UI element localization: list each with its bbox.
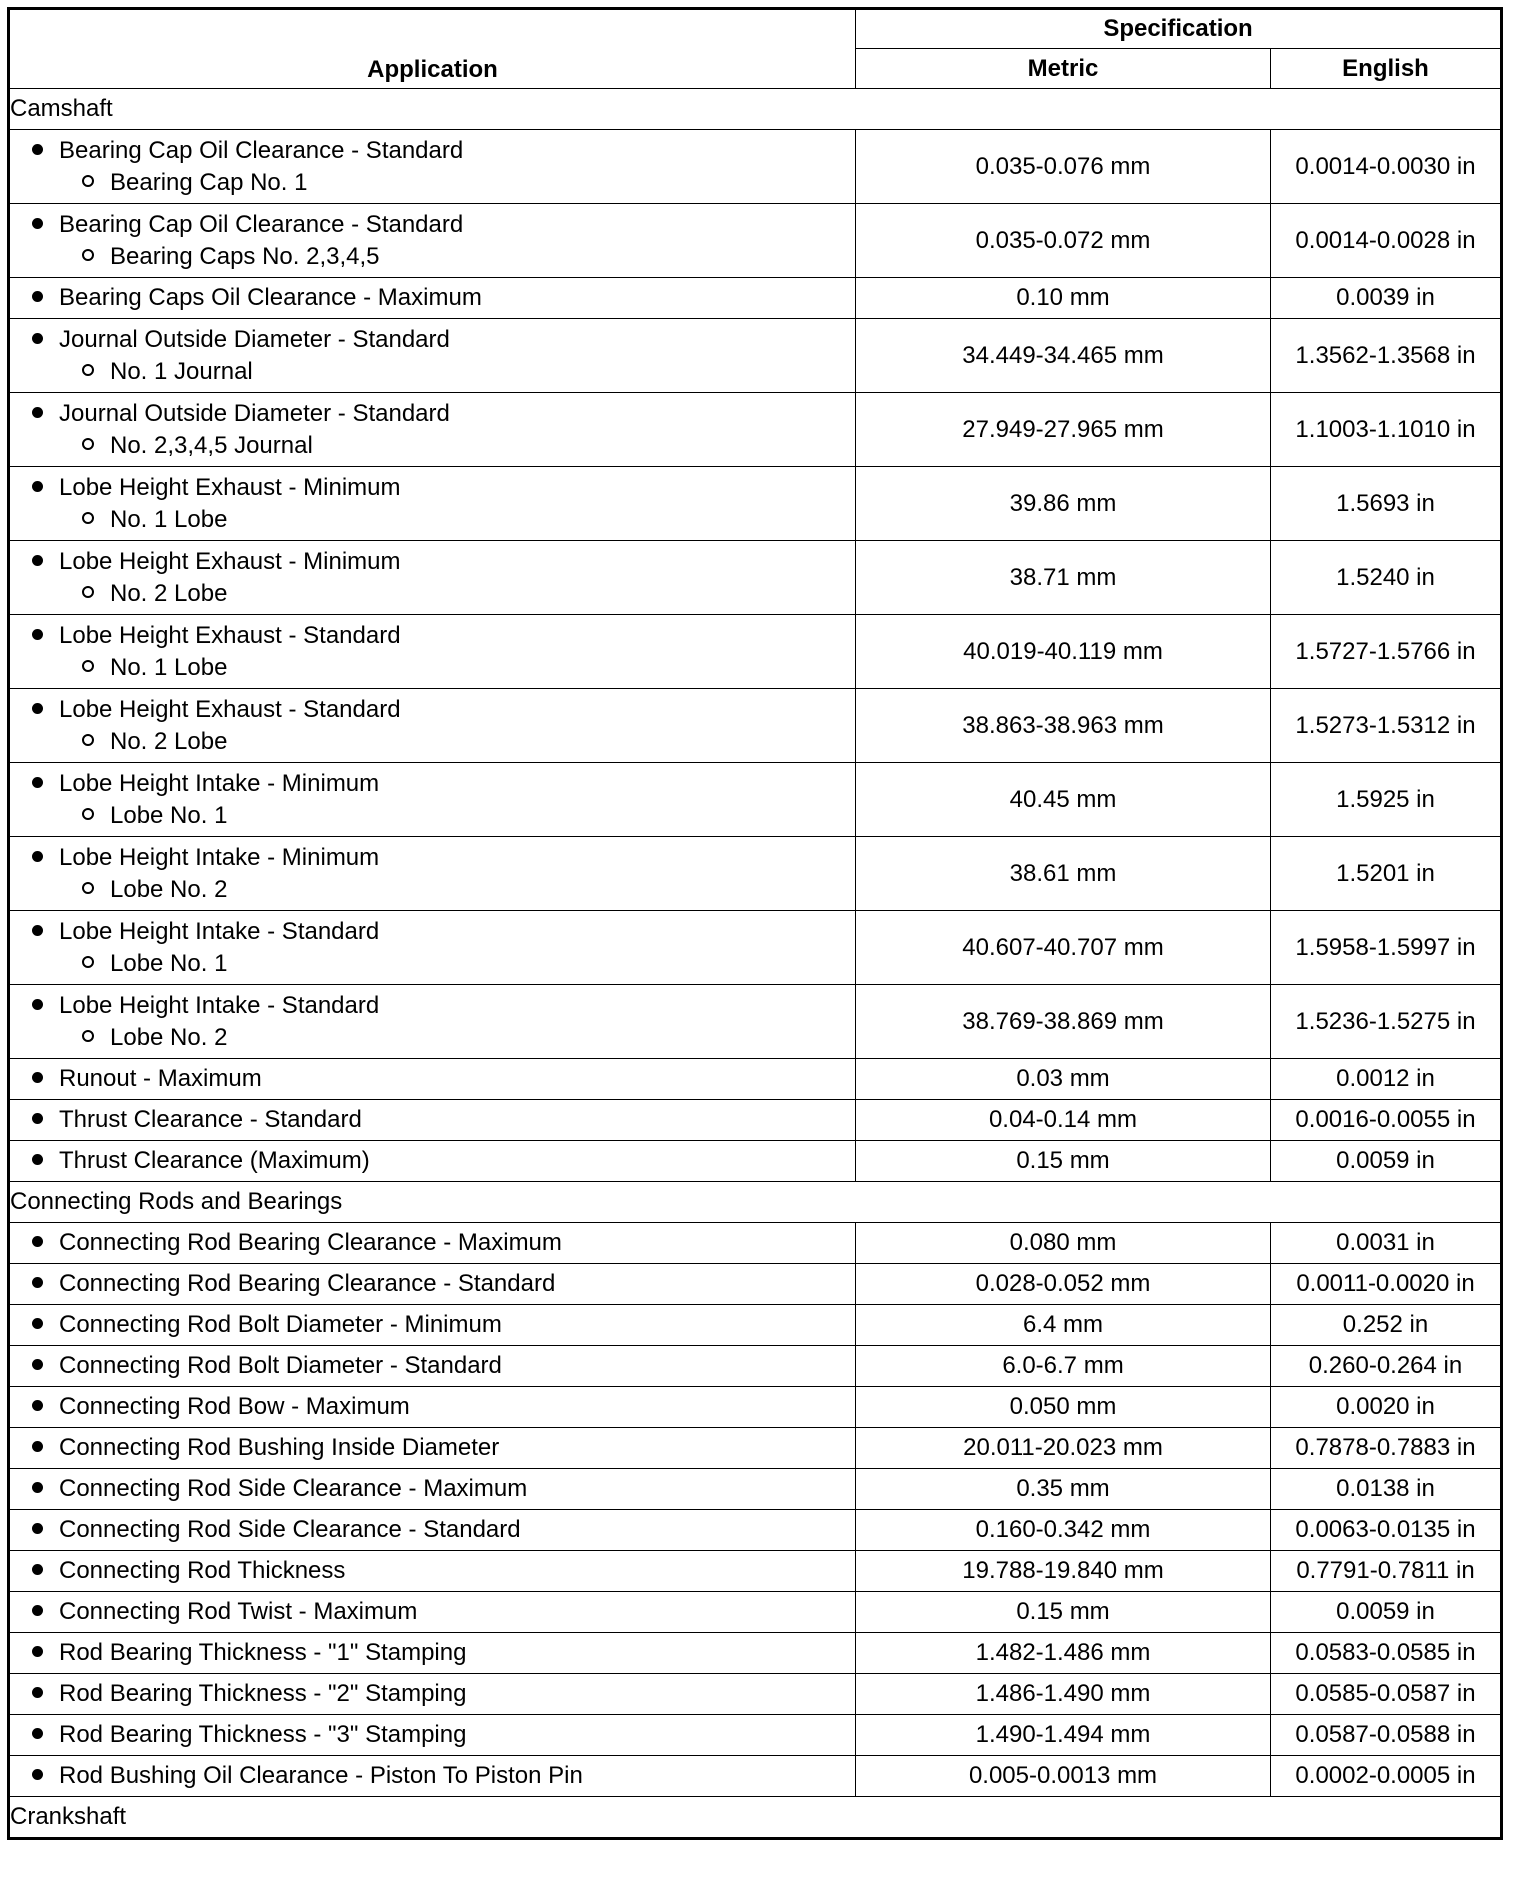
item-label: Connecting Rod Bow - Maximum (59, 1393, 410, 1420)
sub-item-line (32, 578, 855, 610)
table-row (9, 1141, 1502, 1182)
table-row (9, 1059, 1502, 1100)
metric-value: 0.15 mm (856, 1592, 1271, 1633)
item-label: Lobe Height Intake - Standard (59, 917, 380, 945)
english-value: 0.252 in (1271, 1305, 1502, 1346)
item-line (32, 1760, 855, 1792)
metric-value: 40.45 mm (856, 763, 1271, 837)
sub-item-label: No. 2,3,4,5 Journal (110, 431, 313, 459)
application-cell (9, 1633, 856, 1674)
application-cell (9, 319, 856, 393)
application-cell (9, 541, 856, 615)
item-line (32, 842, 855, 874)
circle-bullet-icon (82, 808, 94, 820)
english-value: 0.0020 in (1271, 1387, 1502, 1428)
metric-value: 34.449-34.465 mm (856, 319, 1271, 393)
item-line (32, 1473, 855, 1505)
item-line (32, 209, 855, 241)
metric-value: 20.011-20.023 mm (856, 1428, 1271, 1469)
item-label: Rod Bearing Thickness - "3" Stamping (59, 1721, 467, 1748)
english-value: 0.260-0.264 in (1271, 1346, 1502, 1387)
application-cell (9, 1141, 856, 1182)
item-label: Connecting Rod Twist - Maximum (59, 1598, 418, 1625)
application-cell (9, 1305, 856, 1346)
item-line (32, 398, 855, 430)
table-row (9, 130, 1502, 204)
item-label: Lobe Height Exhaust - Standard (59, 695, 401, 723)
item-line (32, 1678, 855, 1710)
application-cell (9, 1346, 856, 1387)
item-line (32, 1227, 855, 1259)
item-label: Connecting Rod Bearing Clearance - Standard (59, 1270, 556, 1297)
item-line (32, 620, 855, 652)
bullet-icon (32, 1523, 43, 1534)
table-row (9, 1715, 1502, 1756)
sub-item-line (32, 241, 855, 273)
item-label: Lobe Height Intake - Standard (59, 991, 380, 1019)
item-line (32, 1063, 855, 1095)
metric-value: 0.35 mm (856, 1469, 1271, 1510)
metric-value: 0.035-0.076 mm (856, 130, 1271, 204)
english-value: 0.7878-0.7883 in (1271, 1428, 1502, 1469)
english-value: 0.0011-0.0020 in (1271, 1264, 1502, 1305)
section-title: Camshaft (9, 89, 1502, 130)
item-line (32, 282, 855, 314)
sub-item-line (32, 652, 855, 684)
item-line (32, 1145, 855, 1177)
item-label: Runout - Maximum (59, 1065, 262, 1092)
english-value: 1.5201 in (1271, 837, 1502, 911)
english-value: 1.3562-1.3568 in (1271, 319, 1502, 393)
circle-bullet-icon (82, 438, 94, 450)
header-english: English (1271, 49, 1502, 89)
circle-bullet-icon (82, 882, 94, 894)
application-cell (9, 1592, 856, 1633)
table-row (9, 985, 1502, 1059)
metric-value: 0.050 mm (856, 1387, 1271, 1428)
item-label: Thrust Clearance - Standard (59, 1106, 362, 1133)
sub-item-line (32, 1022, 855, 1054)
table-row (9, 837, 1502, 911)
metric-value: 0.160-0.342 mm (856, 1510, 1271, 1551)
table-row (9, 911, 1502, 985)
item-line (32, 1637, 855, 1669)
application-cell (9, 615, 856, 689)
english-value: 0.0014-0.0028 in (1271, 204, 1502, 278)
item-line (32, 546, 855, 578)
sub-item-line (32, 356, 855, 388)
metric-value: 38.769-38.869 mm (856, 985, 1271, 1059)
metric-value: 38.71 mm (856, 541, 1271, 615)
application-cell (9, 763, 856, 837)
sub-item-label: No. 2 Lobe (110, 579, 228, 607)
metric-value: 0.028-0.052 mm (856, 1264, 1271, 1305)
application-cell (9, 1100, 856, 1141)
application-cell (9, 689, 856, 763)
sub-item-label: Bearing Cap No. 1 (110, 168, 308, 196)
metric-value: 39.86 mm (856, 467, 1271, 541)
english-value: 1.5693 in (1271, 467, 1502, 541)
english-value: 0.0059 in (1271, 1141, 1502, 1182)
table-row (9, 319, 1502, 393)
table-row (9, 1469, 1502, 1510)
application-cell (9, 1059, 856, 1100)
item-line (32, 1391, 855, 1423)
item-label: Connecting Rod Bearing Clearance - Maximum (59, 1229, 562, 1256)
sub-item-label: No. 1 Lobe (110, 505, 228, 533)
bullet-icon (32, 1564, 43, 1575)
table-row (9, 1100, 1502, 1141)
table-row (9, 1223, 1502, 1264)
application-cell (9, 130, 856, 204)
item-label: Connecting Rod Bushing Inside Diameter (59, 1434, 500, 1461)
metric-value: 6.0-6.7 mm (856, 1346, 1271, 1387)
item-line (32, 990, 855, 1022)
application-cell (9, 278, 856, 319)
table-row (9, 1428, 1502, 1469)
sub-item-label: No. 1 Lobe (110, 653, 228, 681)
bullet-icon (32, 481, 43, 492)
application-cell (9, 911, 856, 985)
english-value: 0.0016-0.0055 in (1271, 1100, 1502, 1141)
item-line (32, 1432, 855, 1464)
english-value: 1.5273-1.5312 in (1271, 689, 1502, 763)
circle-bullet-icon (82, 175, 94, 187)
bullet-icon (32, 1236, 43, 1247)
application-cell (9, 204, 856, 278)
item-label: Connecting Rod Thickness (59, 1557, 346, 1584)
item-label: Bearing Cap Oil Clearance - Standard (59, 210, 464, 238)
table-row (9, 1387, 1502, 1428)
bullet-icon (32, 1113, 43, 1124)
metric-value: 40.607-40.707 mm (856, 911, 1271, 985)
application-cell (9, 1223, 856, 1264)
english-value: 0.0012 in (1271, 1059, 1502, 1100)
sub-item-label: Lobe No. 2 (110, 875, 228, 903)
sub-item-line (32, 430, 855, 462)
metric-value: 38.61 mm (856, 837, 1271, 911)
application-cell (9, 1469, 856, 1510)
spec-body (9, 89, 1502, 1839)
english-value: 0.0002-0.0005 in (1271, 1756, 1502, 1797)
table-row (9, 278, 1502, 319)
bullet-icon (32, 999, 43, 1010)
bullet-icon (32, 1482, 43, 1493)
application-cell (9, 1387, 856, 1428)
metric-value: 1.486-1.490 mm (856, 1674, 1271, 1715)
english-value: 0.7791-0.7811 in (1271, 1551, 1502, 1592)
item-label: Rod Bushing Oil Clearance - Piston To Piston Pin (59, 1762, 583, 1789)
table-row (9, 1551, 1502, 1592)
metric-value: 27.949-27.965 mm (856, 393, 1271, 467)
item-label: Journal Outside Diameter - Standard (59, 399, 450, 427)
bullet-icon (32, 291, 43, 302)
section-title: Connecting Rods and Bearings (9, 1182, 1502, 1223)
circle-bullet-icon (82, 512, 94, 524)
english-value: 1.1003-1.1010 in (1271, 393, 1502, 467)
application-cell (9, 985, 856, 1059)
sub-item-label: Lobe No. 1 (110, 801, 228, 829)
bullet-icon (32, 925, 43, 936)
bullet-icon (32, 703, 43, 714)
metric-value: 0.035-0.072 mm (856, 204, 1271, 278)
metric-value: 0.10 mm (856, 278, 1271, 319)
item-line (32, 324, 855, 356)
bullet-icon (32, 1154, 43, 1165)
table-row (9, 689, 1502, 763)
bullet-icon (32, 1277, 43, 1288)
item-line (32, 1104, 855, 1136)
item-label: Journal Outside Diameter - Standard (59, 325, 450, 353)
metric-value: 0.03 mm (856, 1059, 1271, 1100)
item-line (32, 1350, 855, 1382)
metric-value: 1.490-1.494 mm (856, 1715, 1271, 1756)
english-value: 0.0583-0.0585 in (1271, 1633, 1502, 1674)
application-cell (9, 837, 856, 911)
application-cell (9, 1510, 856, 1551)
application-cell (9, 1264, 856, 1305)
bullet-icon (32, 1441, 43, 1452)
metric-value: 1.482-1.486 mm (856, 1633, 1271, 1674)
item-line (32, 1596, 855, 1628)
bullet-icon (32, 1359, 43, 1370)
bullet-icon (32, 777, 43, 788)
circle-bullet-icon (82, 1030, 94, 1042)
sub-item-label: Lobe No. 2 (110, 1023, 228, 1051)
bullet-icon (32, 1646, 43, 1657)
item-line (32, 1309, 855, 1341)
item-label: Connecting Rod Bolt Diameter - Standard (59, 1352, 502, 1379)
header-application: Application (9, 9, 856, 89)
item-label: Rod Bearing Thickness - "2" Stamping (59, 1680, 467, 1707)
application-cell (9, 1756, 856, 1797)
bullet-icon (32, 333, 43, 344)
bullet-icon (32, 1400, 43, 1411)
english-value: 1.5958-1.5997 in (1271, 911, 1502, 985)
application-cell (9, 1428, 856, 1469)
english-value: 1.5925 in (1271, 763, 1502, 837)
table-row (9, 1305, 1502, 1346)
metric-value: 6.4 mm (856, 1305, 1271, 1346)
bullet-icon (32, 629, 43, 640)
item-line (32, 1555, 855, 1587)
bullet-icon (32, 1605, 43, 1616)
metric-value: 40.019-40.119 mm (856, 615, 1271, 689)
english-value: 0.0587-0.0588 in (1271, 1715, 1502, 1756)
bullet-icon (32, 555, 43, 566)
bullet-icon (32, 144, 43, 155)
item-label: Lobe Height Exhaust - Minimum (59, 473, 401, 501)
sub-item-line (32, 504, 855, 536)
table-row (9, 1674, 1502, 1715)
section-row-connecting-rods (9, 1182, 1502, 1223)
table-row (9, 1264, 1502, 1305)
table-row (9, 204, 1502, 278)
bullet-icon (32, 851, 43, 862)
sub-item-label: No. 2 Lobe (110, 727, 228, 755)
sub-item-label: No. 1 Journal (110, 357, 253, 385)
sub-item-line (32, 167, 855, 199)
bullet-icon (32, 1072, 43, 1083)
item-label: Lobe Height Exhaust - Standard (59, 621, 401, 649)
sub-item-line (32, 874, 855, 906)
item-line (32, 768, 855, 800)
bullet-icon (32, 1769, 43, 1780)
metric-value: 19.788-19.840 mm (856, 1551, 1271, 1592)
application-cell (9, 393, 856, 467)
english-value: 0.0014-0.0030 in (1271, 130, 1502, 204)
item-label: Lobe Height Intake - Minimum (59, 843, 380, 871)
sub-item-line (32, 948, 855, 980)
table-row (9, 467, 1502, 541)
application-cell (9, 1674, 856, 1715)
item-label: Connecting Rod Side Clearance - Maximum (59, 1475, 528, 1502)
english-value: 0.0031 in (1271, 1223, 1502, 1264)
item-label: Rod Bearing Thickness - "1" Stamping (59, 1639, 467, 1666)
table-row (9, 1633, 1502, 1674)
section-row-camshaft (9, 89, 1502, 130)
item-label: Bearing Cap Oil Clearance - Standard (59, 136, 464, 164)
bullet-icon (32, 407, 43, 418)
item-line (32, 1719, 855, 1751)
sub-item-label: Lobe No. 1 (110, 949, 228, 977)
header-specification: Specification (856, 9, 1502, 49)
item-label: Connecting Rod Side Clearance - Standard (59, 1516, 521, 1543)
circle-bullet-icon (82, 956, 94, 968)
table-row (9, 763, 1502, 837)
item-label: Bearing Caps Oil Clearance - Maximum (59, 284, 482, 311)
item-line (32, 694, 855, 726)
item-line (32, 135, 855, 167)
metric-value: 0.080 mm (856, 1223, 1271, 1264)
item-line (32, 472, 855, 504)
english-value: 0.0059 in (1271, 1592, 1502, 1633)
metric-value: 0.005-0.0013 mm (856, 1756, 1271, 1797)
item-label: Thrust Clearance (Maximum) (59, 1147, 370, 1174)
sub-item-line (32, 800, 855, 832)
header-metric: Metric (856, 49, 1271, 89)
section-row-crankshaft (9, 1797, 1502, 1839)
english-value: 0.0039 in (1271, 278, 1502, 319)
item-label: Lobe Height Intake - Minimum (59, 769, 380, 797)
english-value: 1.5727-1.5766 in (1271, 615, 1502, 689)
circle-bullet-icon (82, 734, 94, 746)
metric-value: 38.863-38.963 mm (856, 689, 1271, 763)
bullet-icon (32, 218, 43, 229)
table-row (9, 1346, 1502, 1387)
english-value: 1.5240 in (1271, 541, 1502, 615)
item-line (32, 1268, 855, 1300)
item-label: Lobe Height Exhaust - Minimum (59, 547, 401, 575)
english-value: 0.0063-0.0135 in (1271, 1510, 1502, 1551)
section-title: Crankshaft (9, 1797, 1502, 1839)
table-row (9, 1756, 1502, 1797)
application-cell (9, 467, 856, 541)
bullet-icon (32, 1728, 43, 1739)
metric-value: 0.04-0.14 mm (856, 1100, 1271, 1141)
table-row (9, 393, 1502, 467)
english-value: 0.0585-0.0587 in (1271, 1674, 1502, 1715)
english-value: 0.0138 in (1271, 1469, 1502, 1510)
english-value: 1.5236-1.5275 in (1271, 985, 1502, 1059)
circle-bullet-icon (82, 660, 94, 672)
sub-item-label: Bearing Caps No. 2,3,4,5 (110, 242, 380, 270)
application-cell (9, 1551, 856, 1592)
bullet-icon (32, 1687, 43, 1698)
metric-value: 0.15 mm (856, 1141, 1271, 1182)
item-label: Connecting Rod Bolt Diameter - Minimum (59, 1311, 502, 1338)
bullet-icon (32, 1318, 43, 1329)
item-line (32, 1514, 855, 1546)
circle-bullet-icon (82, 586, 94, 598)
application-cell (9, 1715, 856, 1756)
table-row (9, 615, 1502, 689)
circle-bullet-icon (82, 249, 94, 261)
spec-table (7, 7, 1503, 1840)
item-line (32, 916, 855, 948)
circle-bullet-icon (82, 364, 94, 376)
sub-item-line (32, 726, 855, 758)
table-row (9, 541, 1502, 615)
table-row (9, 1592, 1502, 1633)
table-row (9, 1510, 1502, 1551)
